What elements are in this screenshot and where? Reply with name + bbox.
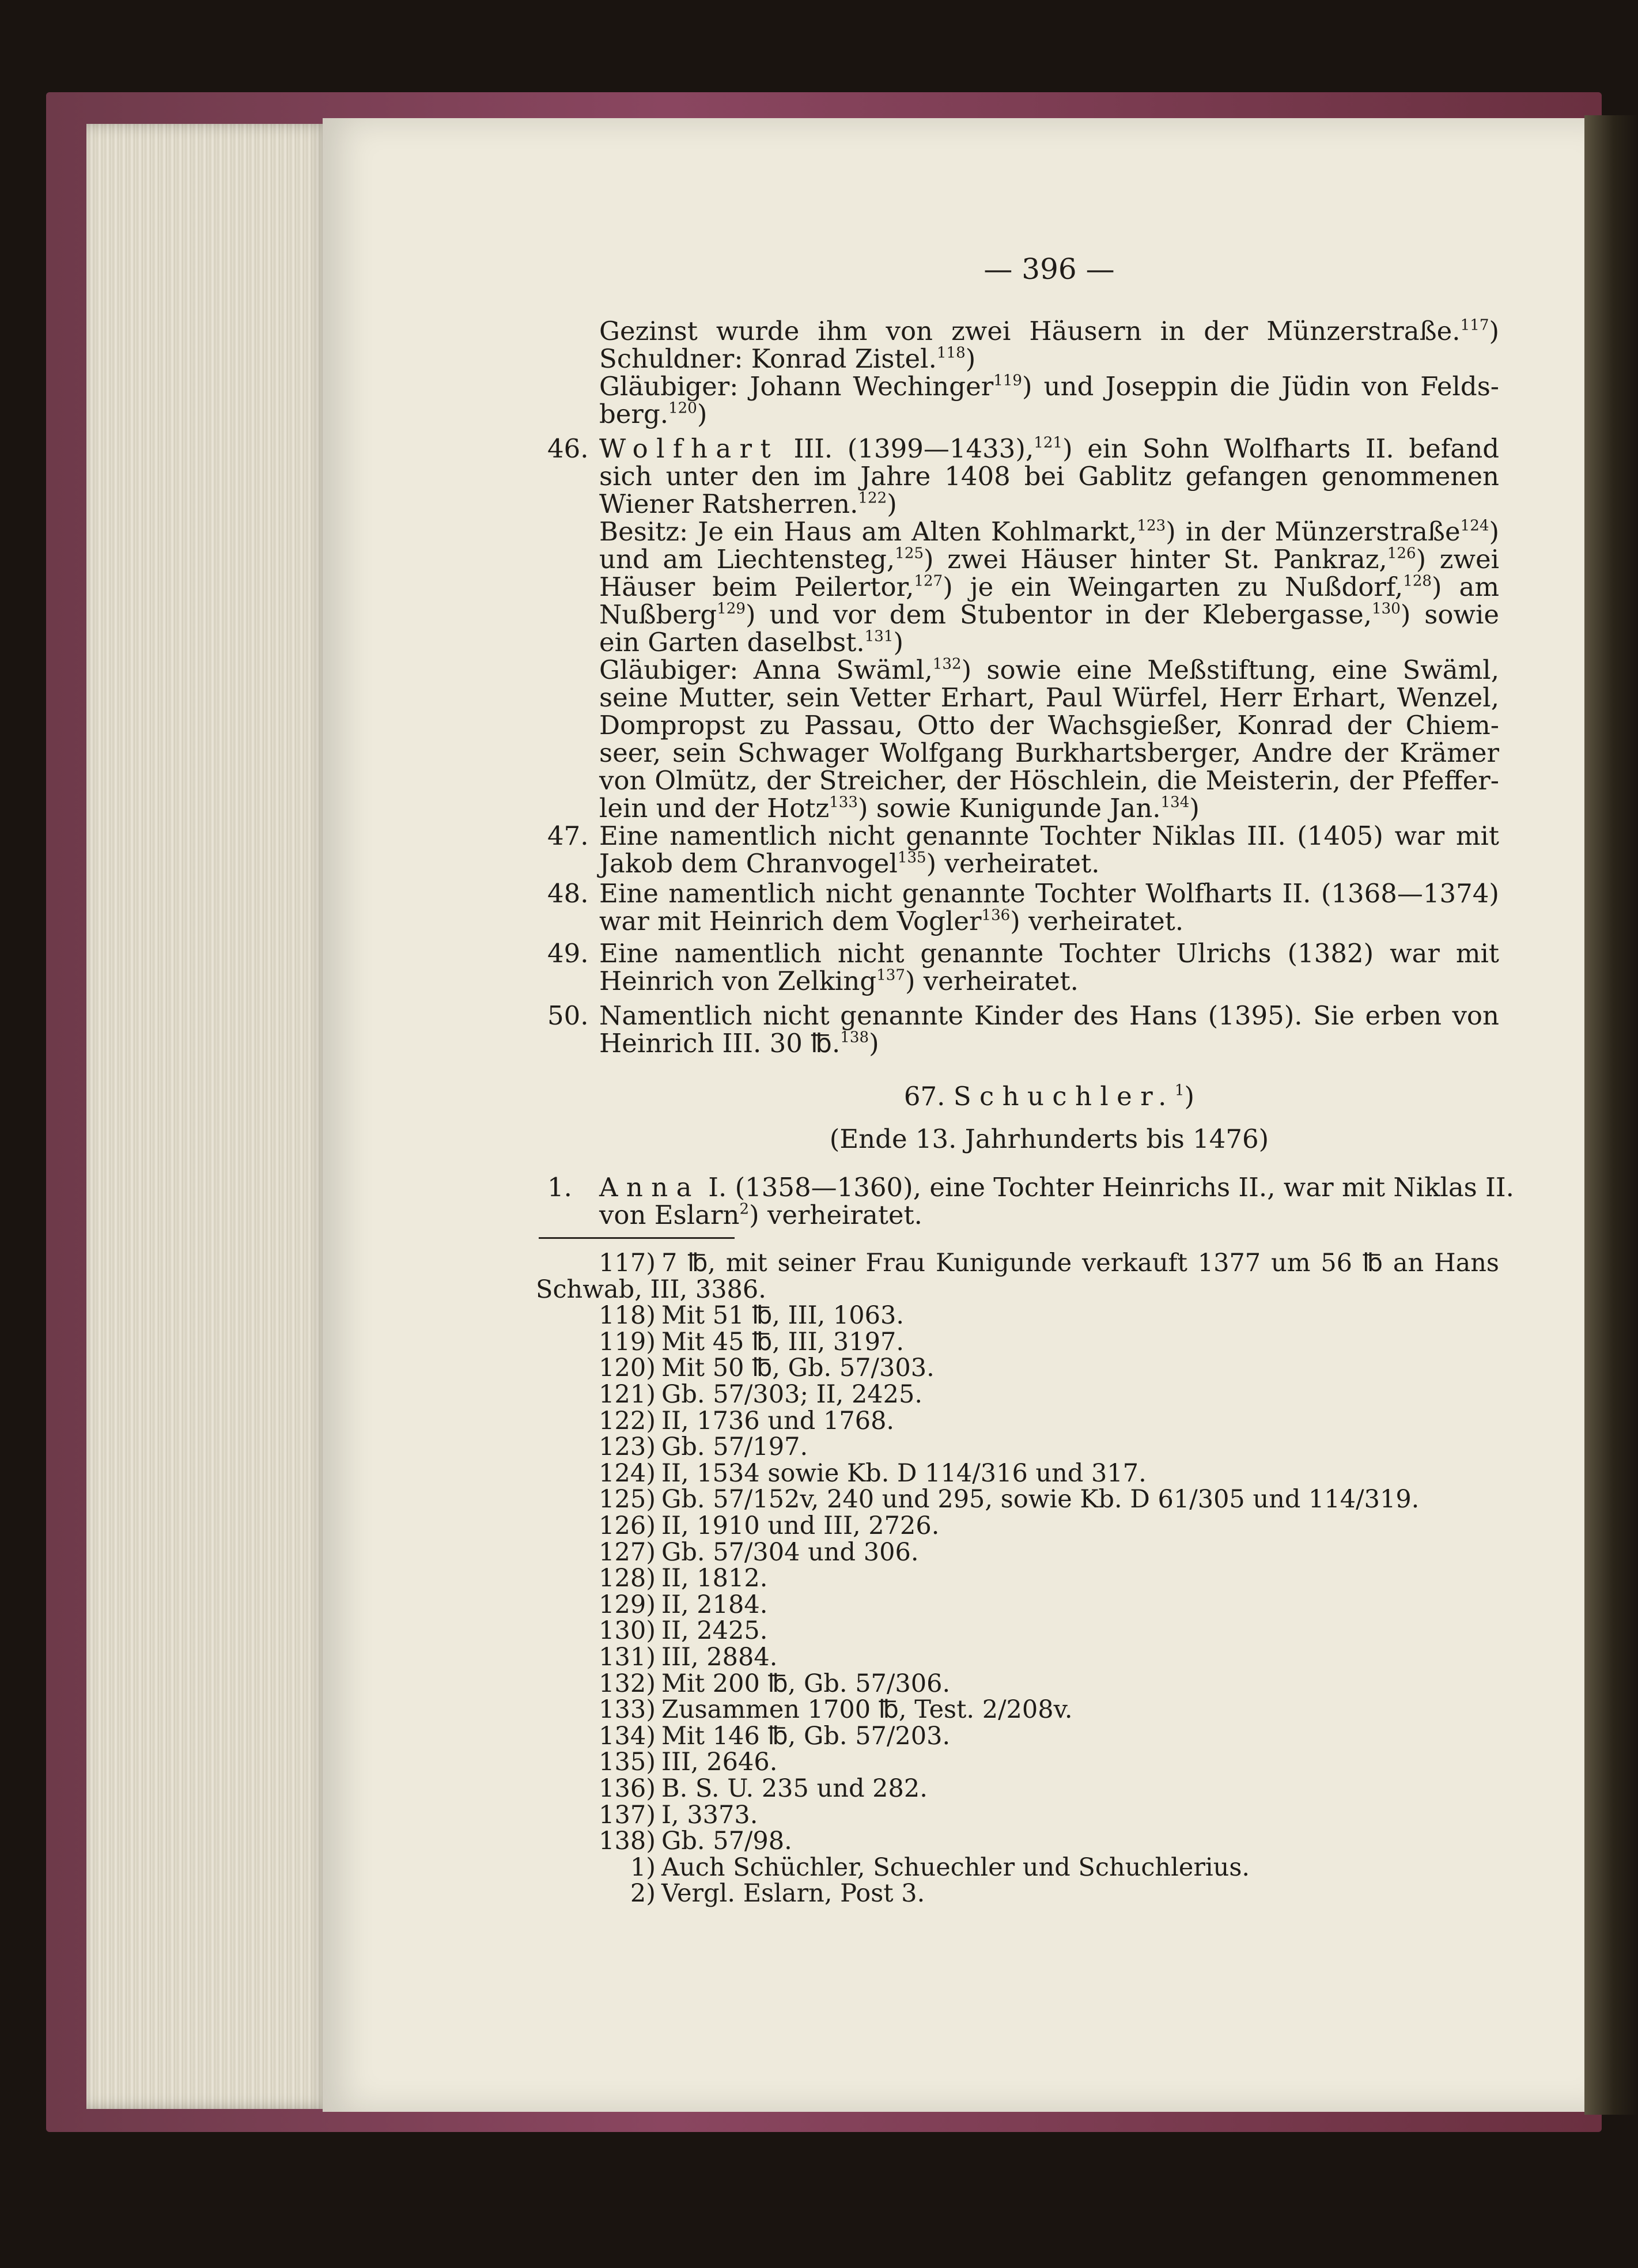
page-number: — 396 — xyxy=(983,252,1115,286)
footnote-text: Mit 50 ℔, Gb. 57/303. xyxy=(661,1354,935,1383)
text-line: Gezinst wurde ihm von zwei Häusern in der Münzerstraße.$^{117}$) xyxy=(599,316,1499,346)
footnote-text: Gb. 57/98. xyxy=(661,1827,792,1856)
text-line: Dompropst zu Passau, Otto der Wachsgießer, Konrad der Chiem- xyxy=(599,710,1499,740)
text-line: von Eslarn$^2$) verheiratet. xyxy=(599,1200,922,1230)
section-subheading: (Ende 13. Jahrhunderts bis 1476) xyxy=(829,1124,1269,1154)
entry-number: 50. xyxy=(547,1000,589,1031)
footnote-mark: 126) xyxy=(599,1511,656,1540)
footnote-mark: 133) xyxy=(599,1695,656,1725)
text-line: und am Liechtensteg,$^{125}$) zwei Häuser hinter St. Pankraz,$^{126}$) zwei xyxy=(599,544,1499,574)
footnote-text: Gb. 57/303; II, 2425. xyxy=(661,1380,923,1409)
text-line: war mit Heinrich dem Vogler$^{136}$) verheiratet. xyxy=(599,906,1184,936)
footnote-rule xyxy=(539,1237,735,1239)
footnote-text: I, 3373. xyxy=(661,1800,758,1829)
text-line: von Olmütz, der Streicher, der Höschlein, die Meisterin, der Pfeffer- xyxy=(599,765,1499,796)
footnote-text: Mit 45 ℔, III, 3197. xyxy=(661,1327,905,1356)
text-line: sich unter den im Jahre 1408 bei Gablitz gefangen genommenen xyxy=(599,461,1499,492)
entry-number: 46. xyxy=(547,433,589,464)
footnote-text: 7 ℔, mit seiner Frau Kunigunde verkauft 1377 um 56 ℔ an Hans xyxy=(661,1249,1499,1277)
text-line: Wiener Ratsherren.$^{122}$) xyxy=(599,489,897,519)
footnote-mark: 2) xyxy=(630,1879,656,1908)
footnote-text: Zusammen 1700 ℔, Test. 2/208v. xyxy=(661,1695,1073,1725)
footnote-text: Vergl. Eslarn, Post 3. xyxy=(661,1879,925,1908)
footnote-continuation: Schwab, III, 3386. xyxy=(536,1275,766,1304)
page-edges xyxy=(86,124,328,2109)
footnote-mark: 123) xyxy=(599,1432,656,1462)
text-line: Schuldner: Konrad Zistel.$^{118}$) xyxy=(599,343,976,374)
text-line: Namentlich nicht genannte Kinder des Hans (1395). Sie erben von xyxy=(599,1000,1499,1031)
book-gutter xyxy=(1584,115,1638,2115)
footnote-text: Gb. 57/197. xyxy=(661,1432,808,1462)
text-line: Wolfhart III. (1399—1433),$^{121}$) ein Sohn Wolfharts II. befand xyxy=(599,433,1500,464)
text-line: Jakob dem Chranvogel$^{135}$) verheiratet. xyxy=(599,848,1100,879)
footnote-text: II, 1736 und 1768. xyxy=(661,1406,895,1435)
text-line: Heinrich von Zelking$^{137}$) verheiratet. xyxy=(599,966,1079,996)
footnote-mark: 119) xyxy=(599,1327,656,1356)
footnote-text: Gb. 57/152v, 240 und 295, sowie Kb. D 61/305 und 114/319. xyxy=(661,1485,1420,1514)
footnote-mark: 121) xyxy=(599,1380,656,1409)
footnote-mark: 134) xyxy=(599,1721,656,1751)
text-line: ein Garten daselbst.$^{131}$) xyxy=(599,627,904,657)
text-line: Eine namentlich nicht genannte Tochter Niklas III. (1405) war mit xyxy=(599,821,1499,851)
text-line: Besitz: Je ein Haus am Alten Kohlmarkt,$^{123}$) in der Münzerstraße$^{124}$) xyxy=(599,516,1499,547)
footnote-text: III, 2884. xyxy=(661,1643,778,1672)
text-line: Anna I. (1358—1360), eine Tochter Heinrichs II., war mit Niklas II. xyxy=(599,1172,1514,1203)
text-line: Gläubiger: Johann Wechinger$^{119}$) und Joseppin die Jüdin von Felds- xyxy=(599,371,1499,402)
footnote-text: II, 1534 sowie Kb. D 114/316 und 317. xyxy=(661,1458,1147,1488)
footnote-text: II, 2425. xyxy=(661,1616,768,1646)
text-line: Heinrich III. 30 ℔.$^{138}$) xyxy=(599,1028,879,1059)
footnote-mark: 137) xyxy=(599,1800,656,1829)
footnote-mark: 135) xyxy=(599,1748,656,1777)
section-heading: 67. Schuchler.$^1$) xyxy=(903,1081,1195,1112)
footnote-mark: 129) xyxy=(599,1590,656,1619)
footnote-mark: 118) xyxy=(599,1301,656,1330)
footnote-text: Mit 51 ℔, III, 1063. xyxy=(661,1301,905,1330)
footnote-mark: 131) xyxy=(599,1643,656,1672)
footnote-text: B. S. U. 235 und 282. xyxy=(661,1774,928,1803)
text-line: seine Mutter, sein Vetter Erhart, Paul Würfel, Herr Erhart, Wenzel, xyxy=(599,682,1499,713)
footnote-mark: 120) xyxy=(599,1354,656,1383)
footnote-mark: 124) xyxy=(599,1458,656,1488)
text-line: Nußberg$^{129}$) und vor dem Stubentor in der Klebergasse,$^{130}$) sowie xyxy=(599,599,1499,630)
entry-number: 1. xyxy=(547,1172,572,1203)
text-line: Eine namentlich nicht genannte Tochter Ulrichs (1382) war mit xyxy=(599,938,1499,969)
text-line: seer, sein Schwager Wolfgang Burkhartsberger, Andre der Krämer xyxy=(599,738,1499,768)
footnote-text: II, 1812. xyxy=(661,1564,768,1593)
entry-number: 47. xyxy=(547,821,589,851)
footnote-mark: 125) xyxy=(599,1485,656,1514)
footnote-mark: 127) xyxy=(599,1537,656,1567)
footnote-mark: 1) xyxy=(630,1853,656,1882)
footnote-text: Auch Schüchler, Schuechler und Schuchlerius. xyxy=(661,1853,1250,1882)
text-line: Eine namentlich nicht genannte Tochter Wolfharts II. (1368—1374) xyxy=(599,878,1499,909)
footnote-text: II, 1910 und III, 2726. xyxy=(661,1511,940,1540)
text-line: Gläubiger: Anna Swäml,$^{132}$) sowie eine Meßstiftung, eine Swäml, xyxy=(599,655,1499,685)
footnote-mark: 117) xyxy=(599,1249,656,1277)
entry-number: 49. xyxy=(547,938,589,969)
footnote-mark: 122) xyxy=(599,1406,656,1435)
footnote-text: II, 2184. xyxy=(661,1590,768,1619)
entry-number: 48. xyxy=(547,878,589,909)
footnote-text: III, 2646. xyxy=(661,1748,778,1777)
footnote-mark: 130) xyxy=(599,1616,656,1646)
text-line: berg.$^{120}$) xyxy=(599,399,708,429)
footnote-text: Mit 146 ℔, Gb. 57/203. xyxy=(661,1721,951,1751)
text-line: lein und der Hotz$^{133}$) sowie Kunigunde Jan.$^{134}$) xyxy=(599,793,1200,823)
footnote-text: Gb. 57/304 und 306. xyxy=(661,1537,919,1567)
footnote-mark: 136) xyxy=(599,1774,656,1803)
footnote-mark: 128) xyxy=(599,1564,656,1593)
footnote-mark: 138) xyxy=(599,1827,656,1856)
footnote-mark: 132) xyxy=(599,1669,656,1698)
footnote-text: Mit 200 ℔, Gb. 57/306. xyxy=(661,1669,951,1698)
text-line: Häuser beim Peilertor,$^{127}$) je ein Weingarten zu Nußdorf,$^{128}$) am xyxy=(599,572,1499,602)
